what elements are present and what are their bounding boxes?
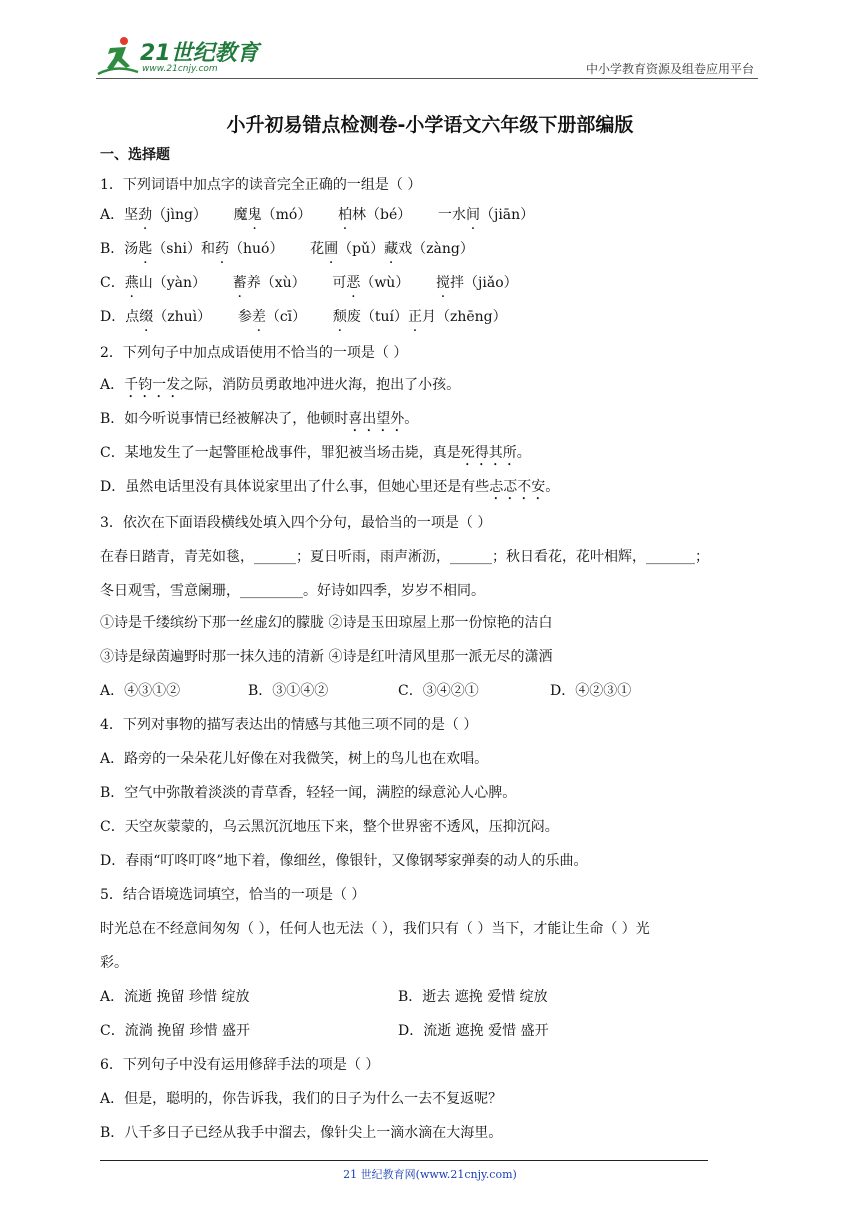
question-3-passage-line-1: 在春日踏青，青芜如毯，______；夏日听雨，雨声淅沥，______；秋日看花，花叶相辉，_______； (100, 549, 709, 565)
option-d: D．④②③① (550, 683, 632, 699)
option-b: B．③①④② (248, 683, 329, 699)
question-4-option-b: B．空气中弥散着淡淡的青草香，轻轻一闻，满腔的绿意沁人心脾。 (100, 785, 517, 801)
question-4-option-c: C．天空灰蒙蒙的，乌云黑沉沉地压下来，整个世界密不透风，压抑沉闷。 (100, 819, 559, 835)
question-6-option-b: B．八千多日子已经从我手中溜去，像针尖上一滴水滴在大海里。 (100, 1125, 503, 1141)
header-divider (96, 78, 758, 79)
question-1-option-b: B．汤匙（shi）和药（huó） 花圃（pǔ）藏戏（zàng） (100, 241, 474, 257)
footer-divider (100, 1160, 708, 1161)
question-3-choices-line-1: ①诗是千缕缤纷下那一丝虚幻的朦胧 ②诗是玉田琼屋上那一份惊艳的洁白 (100, 615, 553, 631)
footer-link[interactable]: 21 世纪教育网(www.21cnjy.com) (343, 1168, 517, 1181)
dotted-idiom: 死得其所 (460, 445, 517, 461)
option-d: D．流逝 遮挽 爱惜 盛开 (398, 1023, 549, 1039)
option-c: C．③④②① (398, 683, 479, 699)
question-5-options-row-2 (100, 1022, 700, 1040)
question-5-options-row-1 (100, 988, 700, 1006)
option-c: C．流淌 挽留 珍惜 盛开 (100, 1023, 251, 1039)
question-6-option-a: A．但是，聪明的，你告诉我，我们的日子为什么一去不复返呢？ (100, 1091, 503, 1107)
question-2-option-a: A．千钧一发之际，消防员勇敢地冲进火海，抱出了小孩。 (100, 377, 461, 393)
section-heading: 一、选择题 (100, 147, 170, 163)
option-a: A．流逝 挽留 珍惜 绽放 (100, 989, 250, 1005)
question-3-stem: 3．依次在下面语段横线处填入四个分句，最恰当的一项是（ ） (100, 515, 492, 531)
page-header (0, 0, 860, 80)
dotted-idiom: 忐忑不安 (489, 479, 546, 495)
question-6-stem: 6．下列句子中没有运用修辞手法的项是（ ） (100, 1057, 380, 1073)
question-5-passage-line-2: 彩。 (100, 955, 128, 971)
logo-url: www.21cnjy.com (142, 64, 218, 74)
question-4-option-a: A．路旁的一朵朵花儿好像在对我微笑，树上的鸟儿也在欢唱。 (100, 751, 489, 767)
question-4-stem: 4．下列对事物的描写表达出的情感与其他三项不同的是（ ） (100, 717, 478, 733)
question-2-option-d: D．虽然电话里没有具体说家里出了什么事，但她心里还是有些忐忑不安。 (100, 479, 560, 495)
question-5-passage-line-1: 时光总在不经意间匆匆（ ），任何人也无法（ ），我们只有（ ）当下，才能让生命（ ）光 (100, 921, 650, 937)
question-1-option-d: D．点缀（zhuì） 参差（cī） 颓废（tuí）正月（zhēng） (100, 309, 507, 325)
question-2-option-b: B．如今听说事情已经被解决了，他顿时喜出望外。 (100, 411, 419, 427)
question-2-option-c: C．某地发生了一起警匪枪战事件，罪犯被当场击毙，真是死得其所。 (100, 445, 531, 461)
runner-logo-icon (96, 34, 140, 78)
site-logo (96, 34, 266, 78)
question-1-option-a: A．坚劲（jìng） 魔鬼（mó） 柏林（bé） 一水间（jiān） (100, 207, 535, 223)
question-1-option-c: C．燕山（yàn） 蓄养（xù） 可恶（wù） 搅拌（jiǎo） (100, 275, 518, 291)
question-3-passage-line-2: 冬日观雪，雪意阑珊，_________。好诗如四季，岁岁不相同。 (100, 583, 485, 599)
question-2-stem: 2．下列句子中加点成语使用不恰当的一项是（ ） (100, 345, 408, 361)
question-4-option-d: D．春雨“叮咚叮咚”地下着，像细丝，像银针，又像钢琴家弹奏的动人的乐曲。 (100, 853, 588, 869)
page-title: 小升初易错点检测卷-小学语文六年级下册部编版 (226, 114, 634, 136)
question-3-options (100, 682, 700, 700)
option-a: A．④③①② (100, 683, 181, 699)
dotted-idiom: 喜出望外 (348, 411, 405, 427)
logo-text: 21世纪教育 (140, 41, 259, 66)
question-5-stem: 5．结合语境选词填空，恰当的一项是（ ） (100, 887, 366, 903)
question-1-stem: 1．下列词语中加点字的读音完全正确的一组是（ ） (100, 177, 422, 193)
header-platform-text: 中小学教育资源及组卷应用平台 (585, 62, 754, 76)
dotted-idiom: 千钧一发 (124, 377, 181, 393)
question-3-choices-line-2: ③诗是绿茵遍野时那一抹久违的清新 ④诗是红叶清风里那一派无尽的潇洒 (100, 649, 553, 665)
option-b: B．逝去 遮挽 爱惜 绽放 (398, 989, 548, 1005)
